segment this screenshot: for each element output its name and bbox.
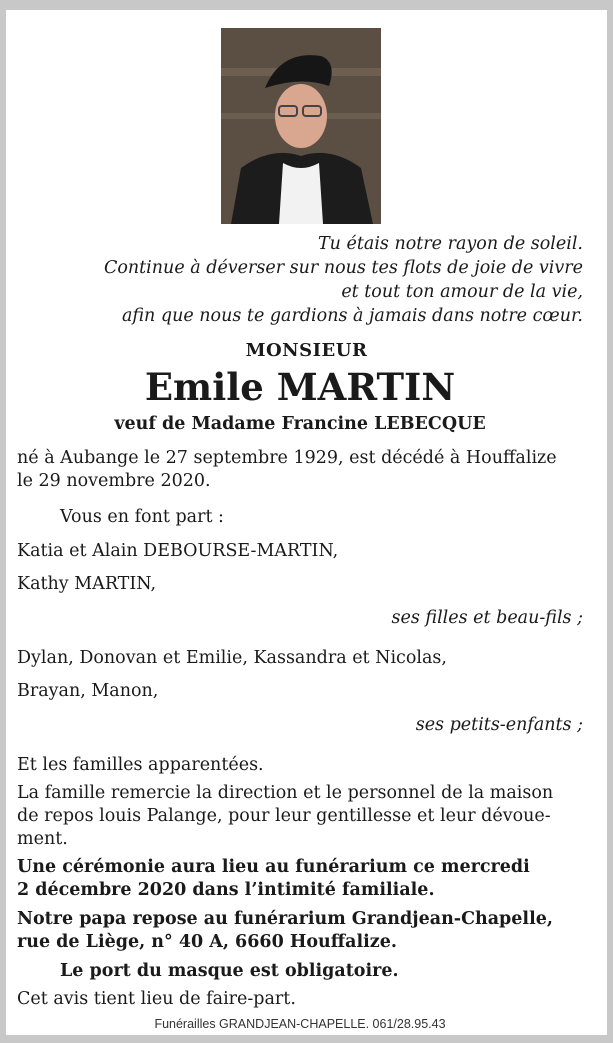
- relation-label: ses filles et beau-fils ;: [391, 608, 583, 628]
- poem-line: Tu étais notre rayon de soleil.: [318, 234, 583, 254]
- rest-line: rue de Liège, n° 40 A, 6660 Houffalize.: [17, 932, 397, 952]
- family-member: Katia et Alain DEBOURSE-MARTIN,: [17, 541, 339, 561]
- thanks-line: La famille remercie la direction et le personnel de la maison: [17, 783, 554, 803]
- birth-death-line: le 29 novembre 2020.: [17, 471, 211, 491]
- mask-notice: Le port du masque est obligatoire.: [60, 961, 399, 981]
- thanks-line: ment.: [17, 829, 68, 849]
- poem-line: Continue à déverser sur nous tes flots de joie de vivre: [103, 258, 583, 278]
- faire-part-notice: Cet avis tient lieu de faire-part.: [17, 989, 296, 1009]
- poem-line: afin que nous te gardions à jamais dans notre cœur.: [121, 306, 583, 326]
- relation-label: ses petits-enfants ;: [415, 715, 583, 735]
- portrait-photo: [221, 28, 381, 224]
- ceremony-line: Une cérémonie aura lieu au funérarium ce mercredi: [17, 857, 530, 877]
- widow-of: veuf de Madame Francine LEBECQUE: [114, 414, 486, 434]
- announce: Vous en font part :: [60, 507, 224, 527]
- family-member: Brayan, Manon,: [17, 681, 159, 701]
- rest-line: Notre papa repose au funérarium Grandjean-Chapelle,: [17, 909, 553, 929]
- family-member: Dylan, Donovan et Emilie, Kassandra et Nicolas,: [17, 648, 447, 668]
- birth-death-line: né à Aubange le 27 septembre 1929, est décédé à Houffalize: [17, 448, 557, 468]
- families-line: Et les familles apparentées.: [17, 755, 264, 775]
- deceased-name: Emile MARTIN: [144, 365, 456, 409]
- portrait-icon: [221, 28, 381, 224]
- family-member: Kathy MARTIN,: [17, 574, 157, 594]
- funeral-home-footer: Funérailles GRANDJEAN-CHAPELLE. 061/28.95.43: [154, 1017, 446, 1031]
- poem: [104, 232, 583, 328]
- poem-line: et tout ton amour de la vie,: [341, 282, 583, 302]
- ceremony-line: 2 décembre 2020 dans l’intimité familiale.: [17, 880, 435, 900]
- title-prefix: MONSIEUR: [245, 340, 368, 361]
- thanks-line: de repos louis Palange, pour leur gentillesse et leur dévoue-: [17, 806, 551, 826]
